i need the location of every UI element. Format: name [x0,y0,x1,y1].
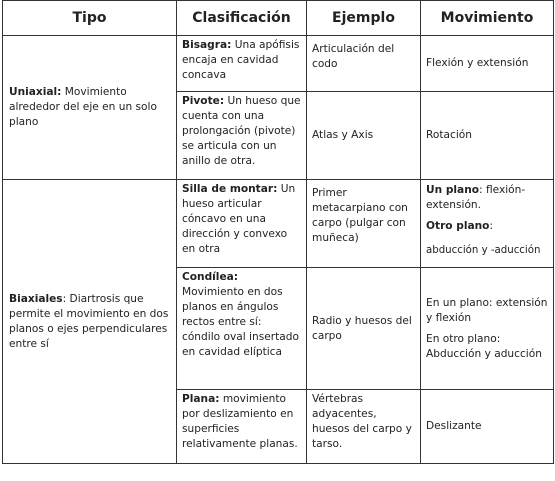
example-cell: Primer metacarpiano con carpo (pulgar con muñeca) [307,180,421,268]
classification-desc: Movimiento en dos planos en ángulos rectos entre sí: cóndilo oval insertado en cavidad elíptica [182,286,299,358]
classification-condilea [177,268,307,390]
classification-name: Silla de montar: [182,183,278,195]
movement-plane-b-detail: abducción y -aducción [426,245,541,256]
movement-cell [421,180,554,268]
movement-plane-b: En otro plano: Abducción y aducción [426,332,542,360]
type-biaxial-title: Biaxiales [9,292,63,305]
classification-plana [177,390,307,464]
type-uniaxial-title: Uniaxial: [9,86,62,98]
table-row [3,180,554,268]
type-uniaxial [3,36,177,180]
movement-plane-b [426,219,549,234]
header-ejemplo: Ejemplo [307,1,421,36]
example-cell: Vértebras adyacentes, huesos del carpo y tarso. [307,390,421,464]
movement-plane-b-text: : [489,220,494,232]
classification-name: Condílea: [182,271,239,283]
header-movimiento: Movimiento [421,1,554,36]
header-clasificacion: Clasificación [177,1,307,36]
type-biaxial [3,180,177,464]
movement-cell: Rotación [421,92,554,180]
classification-pivote [177,92,307,180]
movement-plane-b-label: Otro plano [426,220,490,232]
movement-cell [421,268,554,390]
classification-name: Plana: [182,393,220,405]
classification-name: Bisagra: [182,39,232,51]
header-tipo: Tipo [3,1,177,36]
classification-desc: Un hueso que cuenta con una prolongación (pivote) se articula con un anillo de otra. [182,95,301,167]
classification-bisagra [177,36,307,92]
classification-name: Pivote: [182,95,225,107]
example-cell: Radio y huesos del carpo [307,268,421,390]
classification-desc: movimiento por deslizamiento en superficies relativamente planas. [182,393,298,450]
example-cell: Atlas y Axis [307,92,421,180]
joint-classification-table [2,0,554,464]
type-biaxial-desc: : Diartrosis que permite el movimiento en dos planos o ejes perpendiculares entre sí [9,292,169,350]
movement-plane-a-text: : flexión-extensión. [426,184,526,211]
classification-desc: Un hueso articular cóncavo en una dirección y convexo en otra [182,183,296,255]
movement-plane-a: En un plano: extensión y flexión [426,296,548,324]
classification-silla-de-montar [177,180,307,268]
classification-desc: Una apófisis encaja en cavidad concava [182,39,300,81]
movement-cell: Deslizante [421,390,554,464]
table-row [3,36,554,92]
movement-cell: Flexión y extensión [421,36,554,92]
movement-plane-a-label: Un plano [426,184,480,196]
example-cell: Articulación del codo [307,36,421,92]
movement-plane-a [426,183,549,213]
header-row [3,1,554,36]
type-uniaxial-desc: Movimiento alrededor del eje en un solo plano [9,86,157,128]
